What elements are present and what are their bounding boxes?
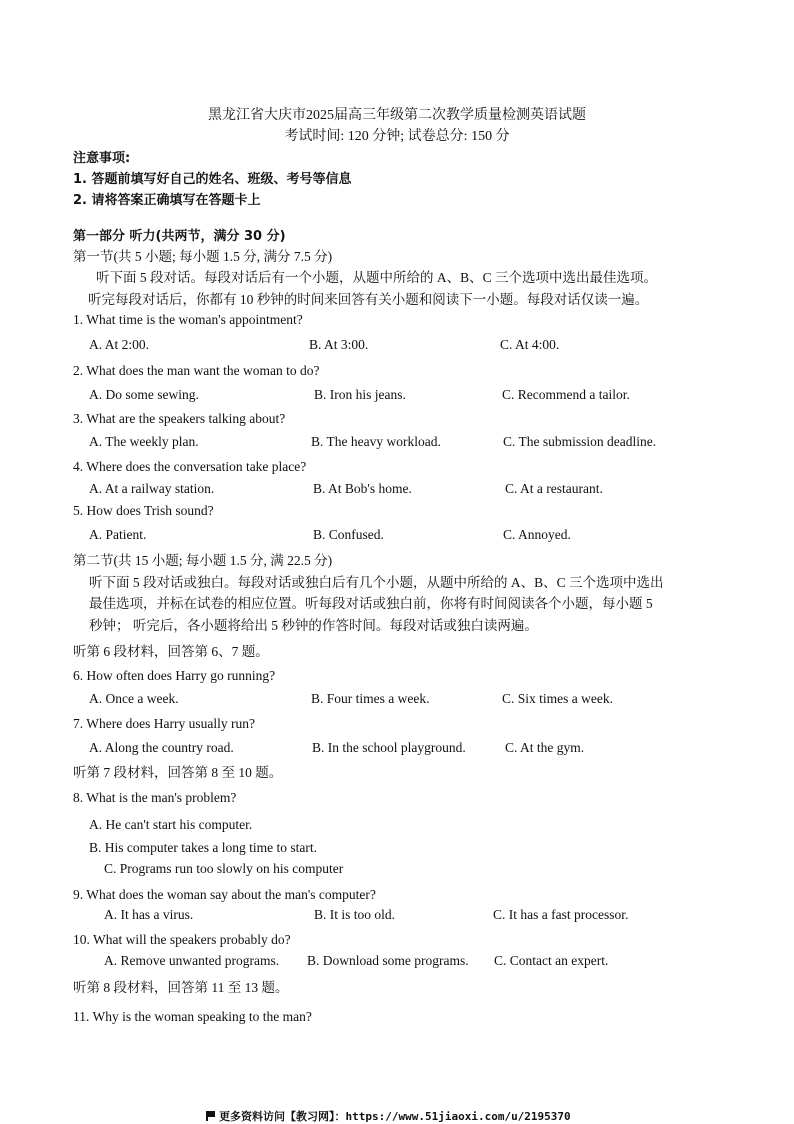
option-a: A. At 2:00.: [89, 337, 150, 352]
material-8: 听第 8 段材料，回答第 11 至 13 题。: [73, 980, 289, 995]
option-a: A. The weekly plan.: [89, 434, 199, 449]
option-c: C. Programs run too slowly on his computer: [104, 861, 344, 876]
option-a: A. Do some sewing.: [89, 387, 199, 402]
exam-title: 黑龙江省大庆市2025届高三年级第二次教学质量检测英语试题: [208, 108, 586, 123]
option-b: B. It is too old.: [314, 907, 396, 922]
option-c: C. Six times a week.: [502, 691, 613, 706]
option-b: B. At Bob's home.: [313, 481, 412, 496]
option-c: C. At a restaurant.: [505, 481, 603, 496]
section2-instruction: 秒钟； 听完后，各小题将给出 5 秒钟的作答时间。每段对话或独白读两遍。: [89, 618, 538, 633]
question-4: 4. Where does the conversation take place?: [73, 459, 307, 474]
notice-item: 1. 答题前填写好自己的姓名、班级、考号等信息: [73, 172, 352, 187]
option-b: B. His computer takes a long time to start.: [89, 840, 317, 855]
option-c: C. Contact an expert.: [494, 953, 609, 968]
exam-subtitle: 考试时间: 120 分钟; 试卷总分: 150 分: [284, 129, 510, 144]
option-b: B. Four times a week.: [311, 691, 430, 706]
question-3: 3. What are the speakers talking about?: [73, 411, 286, 426]
question-10: 10. What will the speakers probably do?: [73, 932, 291, 947]
section2-instruction: 最佳选项，并标在试卷的相应位置。听每段对话或独白前，你将有时间阅读各个小题，每小题 5: [89, 596, 653, 611]
question-11: 11. Why is the woman speaking to the man?: [73, 1009, 312, 1024]
option-c: C. Annoyed.: [503, 527, 571, 542]
section1-instruction: 听完每段对话后，你都有 10 秒钟的时间来回答有关小题和阅读下一小题。每段对话仅读一遍。: [88, 292, 649, 307]
footer-text[interactable]: 更多资料访问【教习网】：https://www.51jiaoxi.com/u/2195370: [219, 1110, 571, 1123]
option-b: B. Download some programs.: [307, 953, 469, 968]
section2-heading: 第二节(共 15 小题; 每小题 1.5 分, 满 22.5 分): [73, 553, 333, 568]
notice-item: 2. 请将答案正确填写在答题卡上: [73, 193, 261, 208]
section1-heading: 第一节(共 5 小题; 每小题 1.5 分, 满分 7.5 分): [73, 249, 333, 264]
question-1: 1. What time is the woman's appointment?: [73, 312, 303, 327]
option-a: A. Remove unwanted programs.: [104, 953, 280, 968]
material-7: 听第 7 段材料，回答第 8 至 10 题。: [73, 765, 283, 780]
option-b: B. Iron his jeans.: [314, 387, 406, 402]
notice-heading: 注意事项:: [73, 151, 131, 166]
option-b: B. In the school playground.: [312, 740, 466, 755]
option-c: C. It has a fast processor.: [493, 907, 629, 922]
option-c: C. At 4:00.: [500, 337, 560, 352]
option-a: A. It has a virus.: [104, 907, 194, 922]
option-c: C. Recommend a tailor.: [502, 387, 630, 402]
question-7: 7. Where does Harry usually run?: [73, 716, 255, 731]
option-a: A. Along the country road.: [89, 740, 234, 755]
question-6: 6. How often does Harry go running?: [73, 668, 276, 683]
question-9: 9. What does the woman say about the man's computer?: [73, 887, 376, 902]
material-6: 听第 6 段材料，回答第 6、7 题。: [73, 644, 269, 659]
section1-instruction: 听下面 5 段对话。每段对话后有一个小题，从题中所给的 A、B、C 三个选项中选出最佳选项。: [96, 270, 658, 285]
question-8: 8. What is the man's problem?: [73, 790, 237, 805]
option-b: B. At 3:00.: [309, 337, 369, 352]
option-a: A. He can't start his computer.: [89, 817, 253, 832]
option-a: A. Patient.: [89, 527, 147, 542]
option-c: C. At the gym.: [505, 740, 585, 755]
section2-instruction: 听下面 5 段对话或独白。每段对话或独白后有几个小题，从题中所给的 A、B、C 三个选项中选出: [89, 575, 664, 590]
option-b: B. The heavy workload.: [311, 434, 441, 449]
question-5: 5. How does Trish sound?: [73, 503, 214, 518]
option-c: C. The submission deadline.: [503, 434, 657, 449]
question-2: 2. What does the man want the woman to do?: [73, 363, 320, 378]
option-b: B. Confused.: [313, 527, 384, 542]
footer-link[interactable]: [206, 1108, 571, 1124]
option-a: A. At a railway station.: [89, 481, 215, 496]
option-a: A. Once a week.: [89, 691, 179, 706]
part1-heading: 第一部分 听力(共两节，满分 30 分): [73, 229, 286, 244]
flag-icon: [206, 1111, 215, 1121]
